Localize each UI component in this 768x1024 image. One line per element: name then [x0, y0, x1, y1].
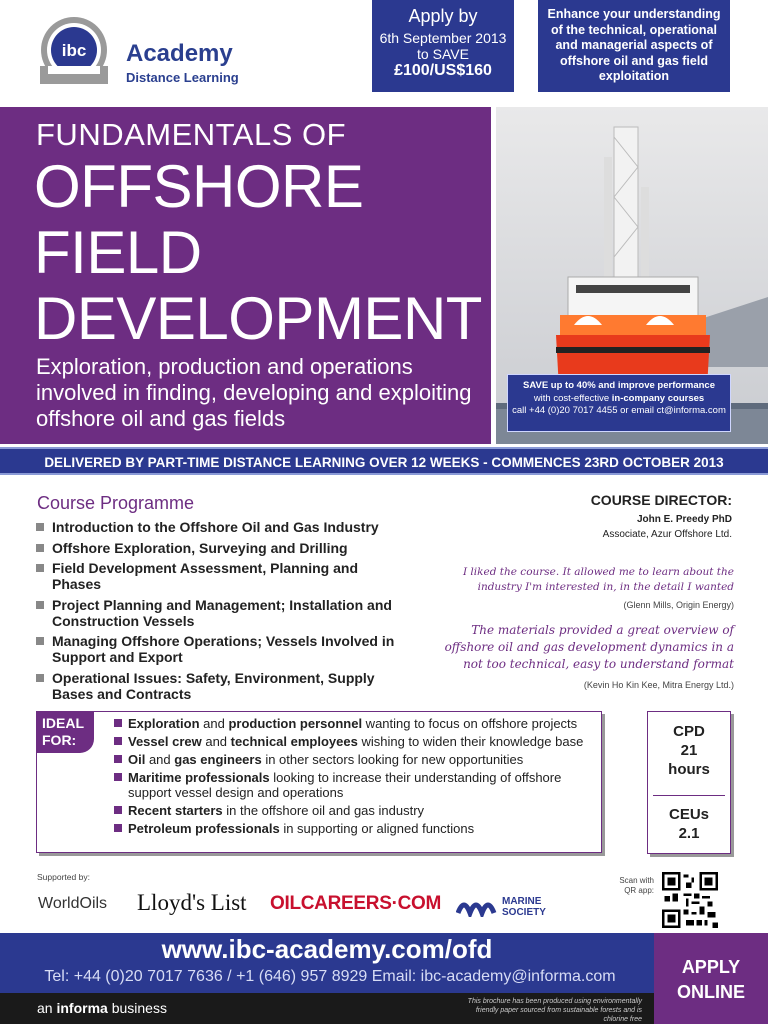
save-box-line2: [508, 393, 730, 406]
ideal-for-item: Recent starters in the offshore oil and gas industry: [114, 803, 594, 818]
programme-item: Introduction to the Offshore Oil and Gas Industry: [36, 519, 406, 535]
scan-qr-label: Scan with QR app:: [619, 876, 654, 895]
ibc-logo: [38, 14, 110, 86]
hero-pretitle: FUNDAMENTALS OF: [36, 117, 347, 152]
svg-text:SOCIETY: SOCIETY: [502, 907, 546, 917]
programme-item: Project Planning and Management; Installation and Construction Vessels: [36, 597, 406, 629]
testimonial-quote: I liked the course. It allowed me to learn about the industry I'm interested in, in the detail I wanted: [462, 566, 734, 593]
testimonial-source: (Glenn Mills, Origin Energy): [623, 600, 734, 610]
informa-tagline: an informa business: [37, 1000, 167, 1016]
marine-society-logo: [456, 893, 566, 917]
course-director-heading: COURSE DIRECTOR:: [590, 492, 732, 508]
ideal-for-item: Exploration and production personnel wanting to focus on offshore projects: [114, 716, 594, 731]
hero-panel: [0, 107, 491, 444]
logo-mark-text: ibc: [61, 41, 87, 60]
ideal-for-tag: [36, 711, 94, 753]
course-programme-list: [36, 519, 406, 706]
testimonial-source: (Kevin Ho Kin Kee, Mitra Energy Ltd.): [583, 680, 734, 690]
svg-text:MARINE: MARINE: [502, 896, 542, 907]
ideal-for-list: [114, 716, 594, 839]
ceu-label: CEUs: [668, 806, 709, 823]
ceu-value: 2.1: [678, 825, 700, 842]
worldoils-logo: WorldOils: [38, 895, 108, 912]
cpd-ceu-box: [647, 711, 731, 854]
save-box-line3: call +44 (0)20 7017 4455 or email ct@informa.com: [512, 405, 726, 416]
eco-notice: This brochure has been produced using environmentally friendly paper sourced from sustainable forests and is chlorine free: [467, 998, 642, 1023]
programme-item: Managing Offshore Operations; Vessels Involved in Support and Export: [36, 633, 406, 665]
apply-by-to-save: to SAVE: [417, 46, 469, 62]
cpd-block: [648, 722, 730, 779]
supported-by-label: Supported by:: [37, 872, 90, 882]
course-director-name: John E. Preedy PhD: [636, 514, 732, 525]
ideal-for-item: Maritime professionals looking to increase their understanding of offshore support vessel design and operations: [114, 770, 594, 800]
hero-title-line2: FIELD: [34, 219, 202, 286]
apply-by-amount: £100/US$160: [394, 62, 492, 79]
ideal-for-tag-line1: IDEAL: [42, 715, 84, 731]
course-director-role: Associate, Azur Offshore Ltd.: [602, 529, 732, 540]
cpd-value: 21: [680, 742, 698, 759]
website-link[interactable]: www.ibc-academy.com/ofd: [161, 934, 493, 964]
qr-code-icon[interactable]: [660, 872, 720, 928]
apply-by-date: 6th September 2013: [379, 30, 507, 46]
save-box-line1: SAVE up to 40% and improve performance: [523, 380, 715, 391]
delivery-banner: DELIVERED BY PART-TIME DISTANCE LEARNING OVER 12 WEEKS - COMMENCES 23RD OCTOBER 2013: [0, 447, 768, 475]
save-box-line2b: in-company courses: [611, 392, 705, 404]
programme-item: Operational Issues: Safety, Environment, Supply Bases and Contracts: [36, 670, 406, 702]
hero-subtitle: Exploration, production and operations involved in finding, developing and exploiting offshore oil and gas fields: [36, 354, 472, 431]
ideal-for-item: Vessel crew and technical employees wishing to widen their knowledge base: [114, 734, 594, 749]
course-programme-title: Course Programme: [37, 493, 195, 513]
cpd-unit: hours: [668, 761, 710, 778]
programme-item: Offshore Exploration, Surveying and Drilling: [36, 540, 406, 556]
testimonial-quote: The materials provided a great overview of offshore oil and gas development dynamics in a not too technical, easy to understand format: [444, 623, 734, 671]
save-box-line2a: with cost-effective: [533, 392, 612, 404]
cpd-divider: [653, 795, 725, 796]
hero-title-line1: OFFSHORE: [34, 153, 364, 220]
apply-online-button[interactable]: APPLY ONLINE: [654, 933, 768, 1024]
in-company-savings-box: [507, 374, 731, 432]
lloyds-list-logo: Lloyd's List: [137, 890, 247, 915]
hero-title-line3: DEVELOPMENT: [34, 285, 482, 352]
ideal-for-item: Petroleum professionals in supporting or aligned functions: [114, 821, 594, 836]
enhance-box: Enhance your understanding of the technical, operational and managerial aspects of offshore oil and gas field exploitation: [538, 0, 730, 92]
apply-by-label: Apply by: [408, 6, 478, 26]
apply-by-box: [372, 0, 514, 92]
ideal-for-tag-line2: FOR:: [42, 732, 77, 748]
brand-name: Academy: [126, 40, 233, 67]
oilcareers-logo: OILCAREERS·COM: [270, 893, 442, 914]
ideal-for-item: Oil and gas engineers in other sectors looking for new opportunities: [114, 752, 594, 767]
programme-item: Field Development Assessment, Planning and Phases: [36, 560, 406, 592]
cpd-label: CPD: [673, 723, 705, 740]
contact-details: Tel: +44 (0)20 7017 7636 / +1 (646) 957 8929 Email: ibc-academy@informa.com: [44, 968, 616, 985]
brand-tagline: Distance Learning: [126, 70, 239, 85]
ceu-block: [648, 805, 730, 843]
